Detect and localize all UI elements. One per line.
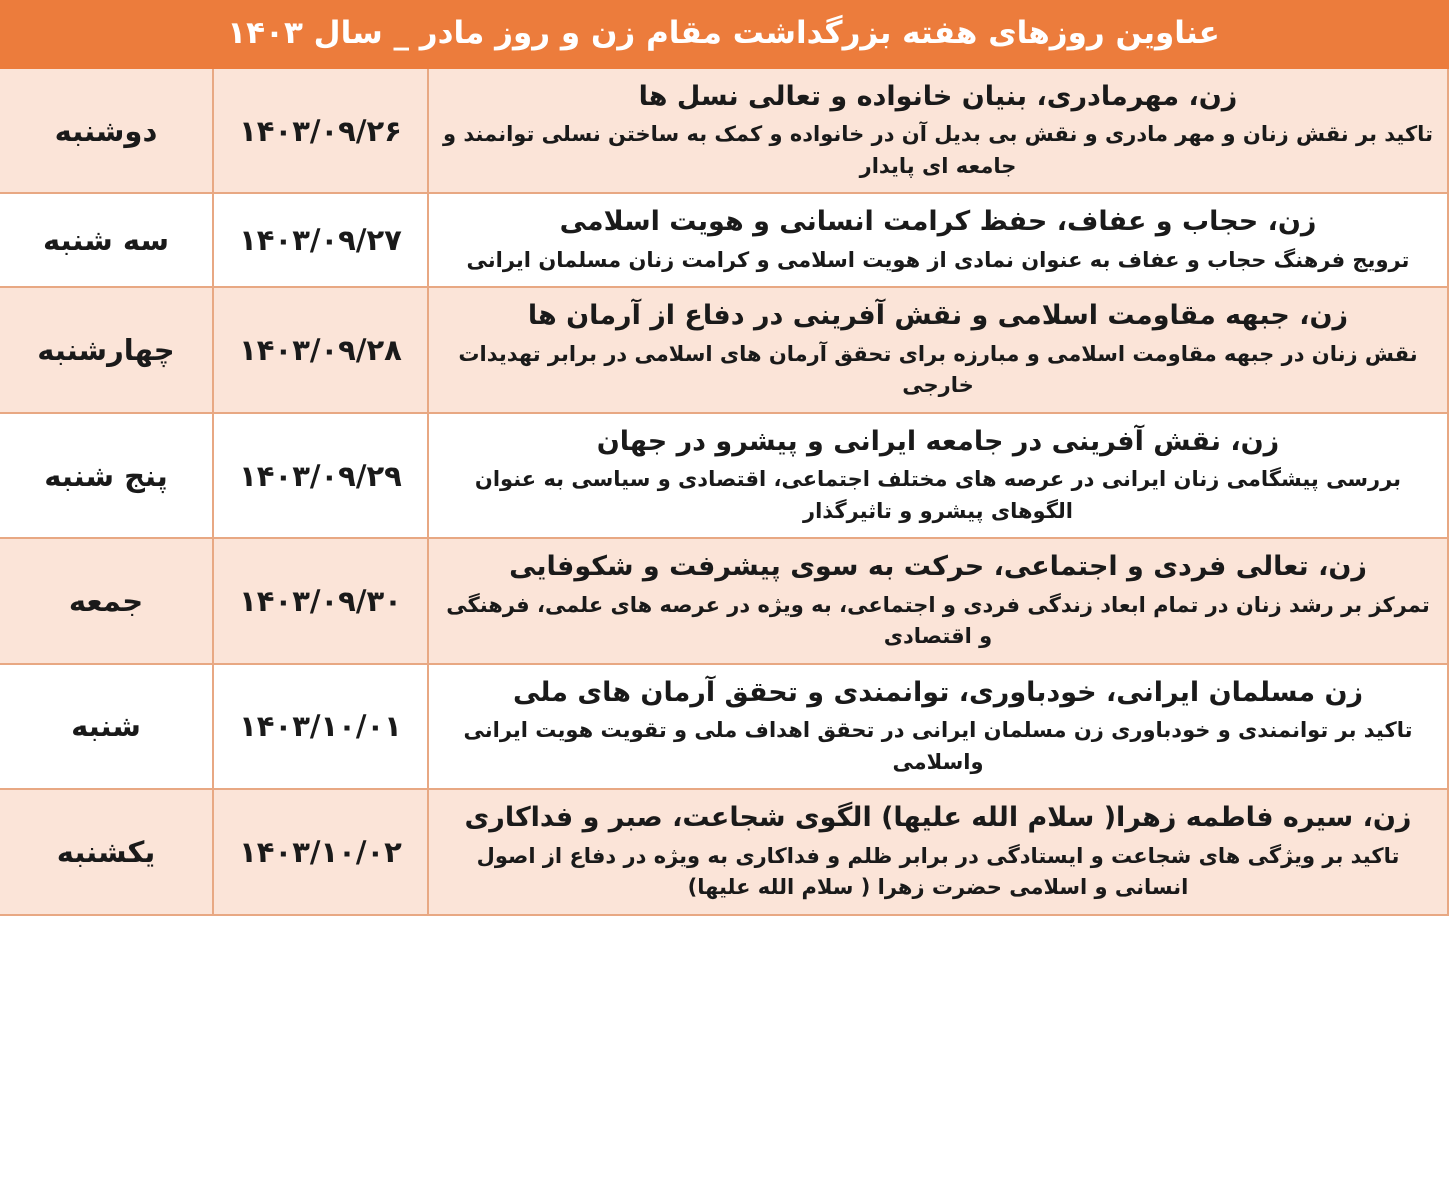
- row-title: زن، تعالی فردی و اجتماعی، حرکت به سوی پیشرفت و شکوفایی: [509, 551, 1367, 583]
- row-title-cell: [428, 193, 1448, 287]
- row-title-cell: [428, 789, 1448, 914]
- row-day: پنج شنبه: [0, 413, 213, 538]
- row-title: زن، مهرمادری، بنیان خانواده و تعالی نسل ها: [638, 81, 1238, 112]
- row-title-cell: [428, 413, 1448, 538]
- table-row: [0, 193, 1448, 287]
- row-title-cell: [428, 68, 1448, 193]
- row-title: زن، حجاب و عفاف، حفظ کرامت انسانی و هویت اسلامی: [559, 206, 1317, 238]
- row-title: زن، نقش آفرینی در جامعه ایرانی و پیشرو در جهان: [596, 425, 1280, 457]
- row-day: چهارشنبه: [0, 287, 213, 412]
- table-body: [0, 68, 1448, 915]
- row-date: ۱۴۰۳/۰۹/۲۸: [213, 287, 428, 412]
- row-description: نقش زنان در جبهه مقاومت اسلامی و مبارزه برای تحقق آرمان های اسلامی در برابر تهدیدات خارجی: [458, 341, 1418, 398]
- table-row: [0, 789, 1448, 914]
- row-day: سه شنبه: [0, 193, 213, 287]
- row-description: ترویج فرهنگ حجاب و عفاف به عنوان نمادی از هویت اسلامی و کرامت زنان مسلمان ایرانی: [466, 247, 1410, 272]
- row-description: بررسی پیشگامی زنان ایرانی در عرصه های مختلف اجتماعی، اقتصادی و سیاسی به عنوان الگوهای پیشرو و تاثیرگذار: [474, 467, 1402, 523]
- row-title-cell: [428, 538, 1448, 663]
- row-date: ۱۴۰۳/۰۹/۲۷: [213, 193, 428, 287]
- table-row: [0, 538, 1448, 663]
- table-row: [0, 68, 1448, 193]
- row-date: ۱۴۰۳/۰۹/۲۶: [213, 68, 428, 193]
- row-date: ۱۴۰۳/۱۰/۰۱: [213, 664, 428, 789]
- table-row: [0, 413, 1448, 538]
- row-date: ۱۴۰۳/۰۹/۳۰: [213, 538, 428, 663]
- row-description: تاکید بر نقش زنان و مهر مادری و نقش بی بدیل آن در خانواده و کمک به ساختن نسلی توانمند و جامعه ای پایدار: [443, 122, 1433, 178]
- row-description: تمرکز بر رشد زنان در تمام ابعاد زندگی فردی و اجتماعی، به ویژه در عرصه های علمی، فرهنگی و اقتصادی: [446, 592, 1430, 649]
- row-description: تاکید بر ویژگی های شجاعت و ایستادگی در برابر ظلم و فداکاری به ویژه در دفاع از اصول انسانی و اسلامی حضرت زهرا ( سلام الله علیها): [476, 843, 1400, 900]
- row-date: ۱۴۰۳/۱۰/۰۲: [213, 789, 428, 914]
- row-title-cell: [428, 287, 1448, 412]
- row-day: شنبه: [0, 664, 213, 789]
- table-header-row: [0, 1, 1448, 68]
- row-day: یکشنبه: [0, 789, 213, 914]
- row-title: زن، سیره فاطمه زهرا( سلام الله علیها) الگوی شجاعت، صبر و فداکاری: [464, 802, 1412, 834]
- row-title: زن، جبهه مقاومت اسلامی و نقش آفرینی در دفاع از آرمان ها: [527, 300, 1349, 332]
- row-day: جمعه: [0, 538, 213, 663]
- row-day: دوشنبه: [0, 68, 213, 193]
- table-row: [0, 287, 1448, 412]
- row-date: ۱۴۰۳/۰۹/۲۹: [213, 413, 428, 538]
- row-title-cell: [428, 664, 1448, 789]
- row-description: تاکید بر توانمندی و خودباوری زن مسلمان ایرانی در تحقق اهداف ملی و تقویت هویت ایرانی واسلامی: [463, 718, 1413, 774]
- row-title: زن مسلمان ایرانی، خودباوری، توانمندی و تحقق آرمان های ملی: [512, 676, 1364, 708]
- page-title: عناوین روزهای هفته بزرگداشت مقام زن و روز مادر _ سال ۱۴۰۳: [0, 1, 1448, 68]
- table-row: [0, 664, 1448, 789]
